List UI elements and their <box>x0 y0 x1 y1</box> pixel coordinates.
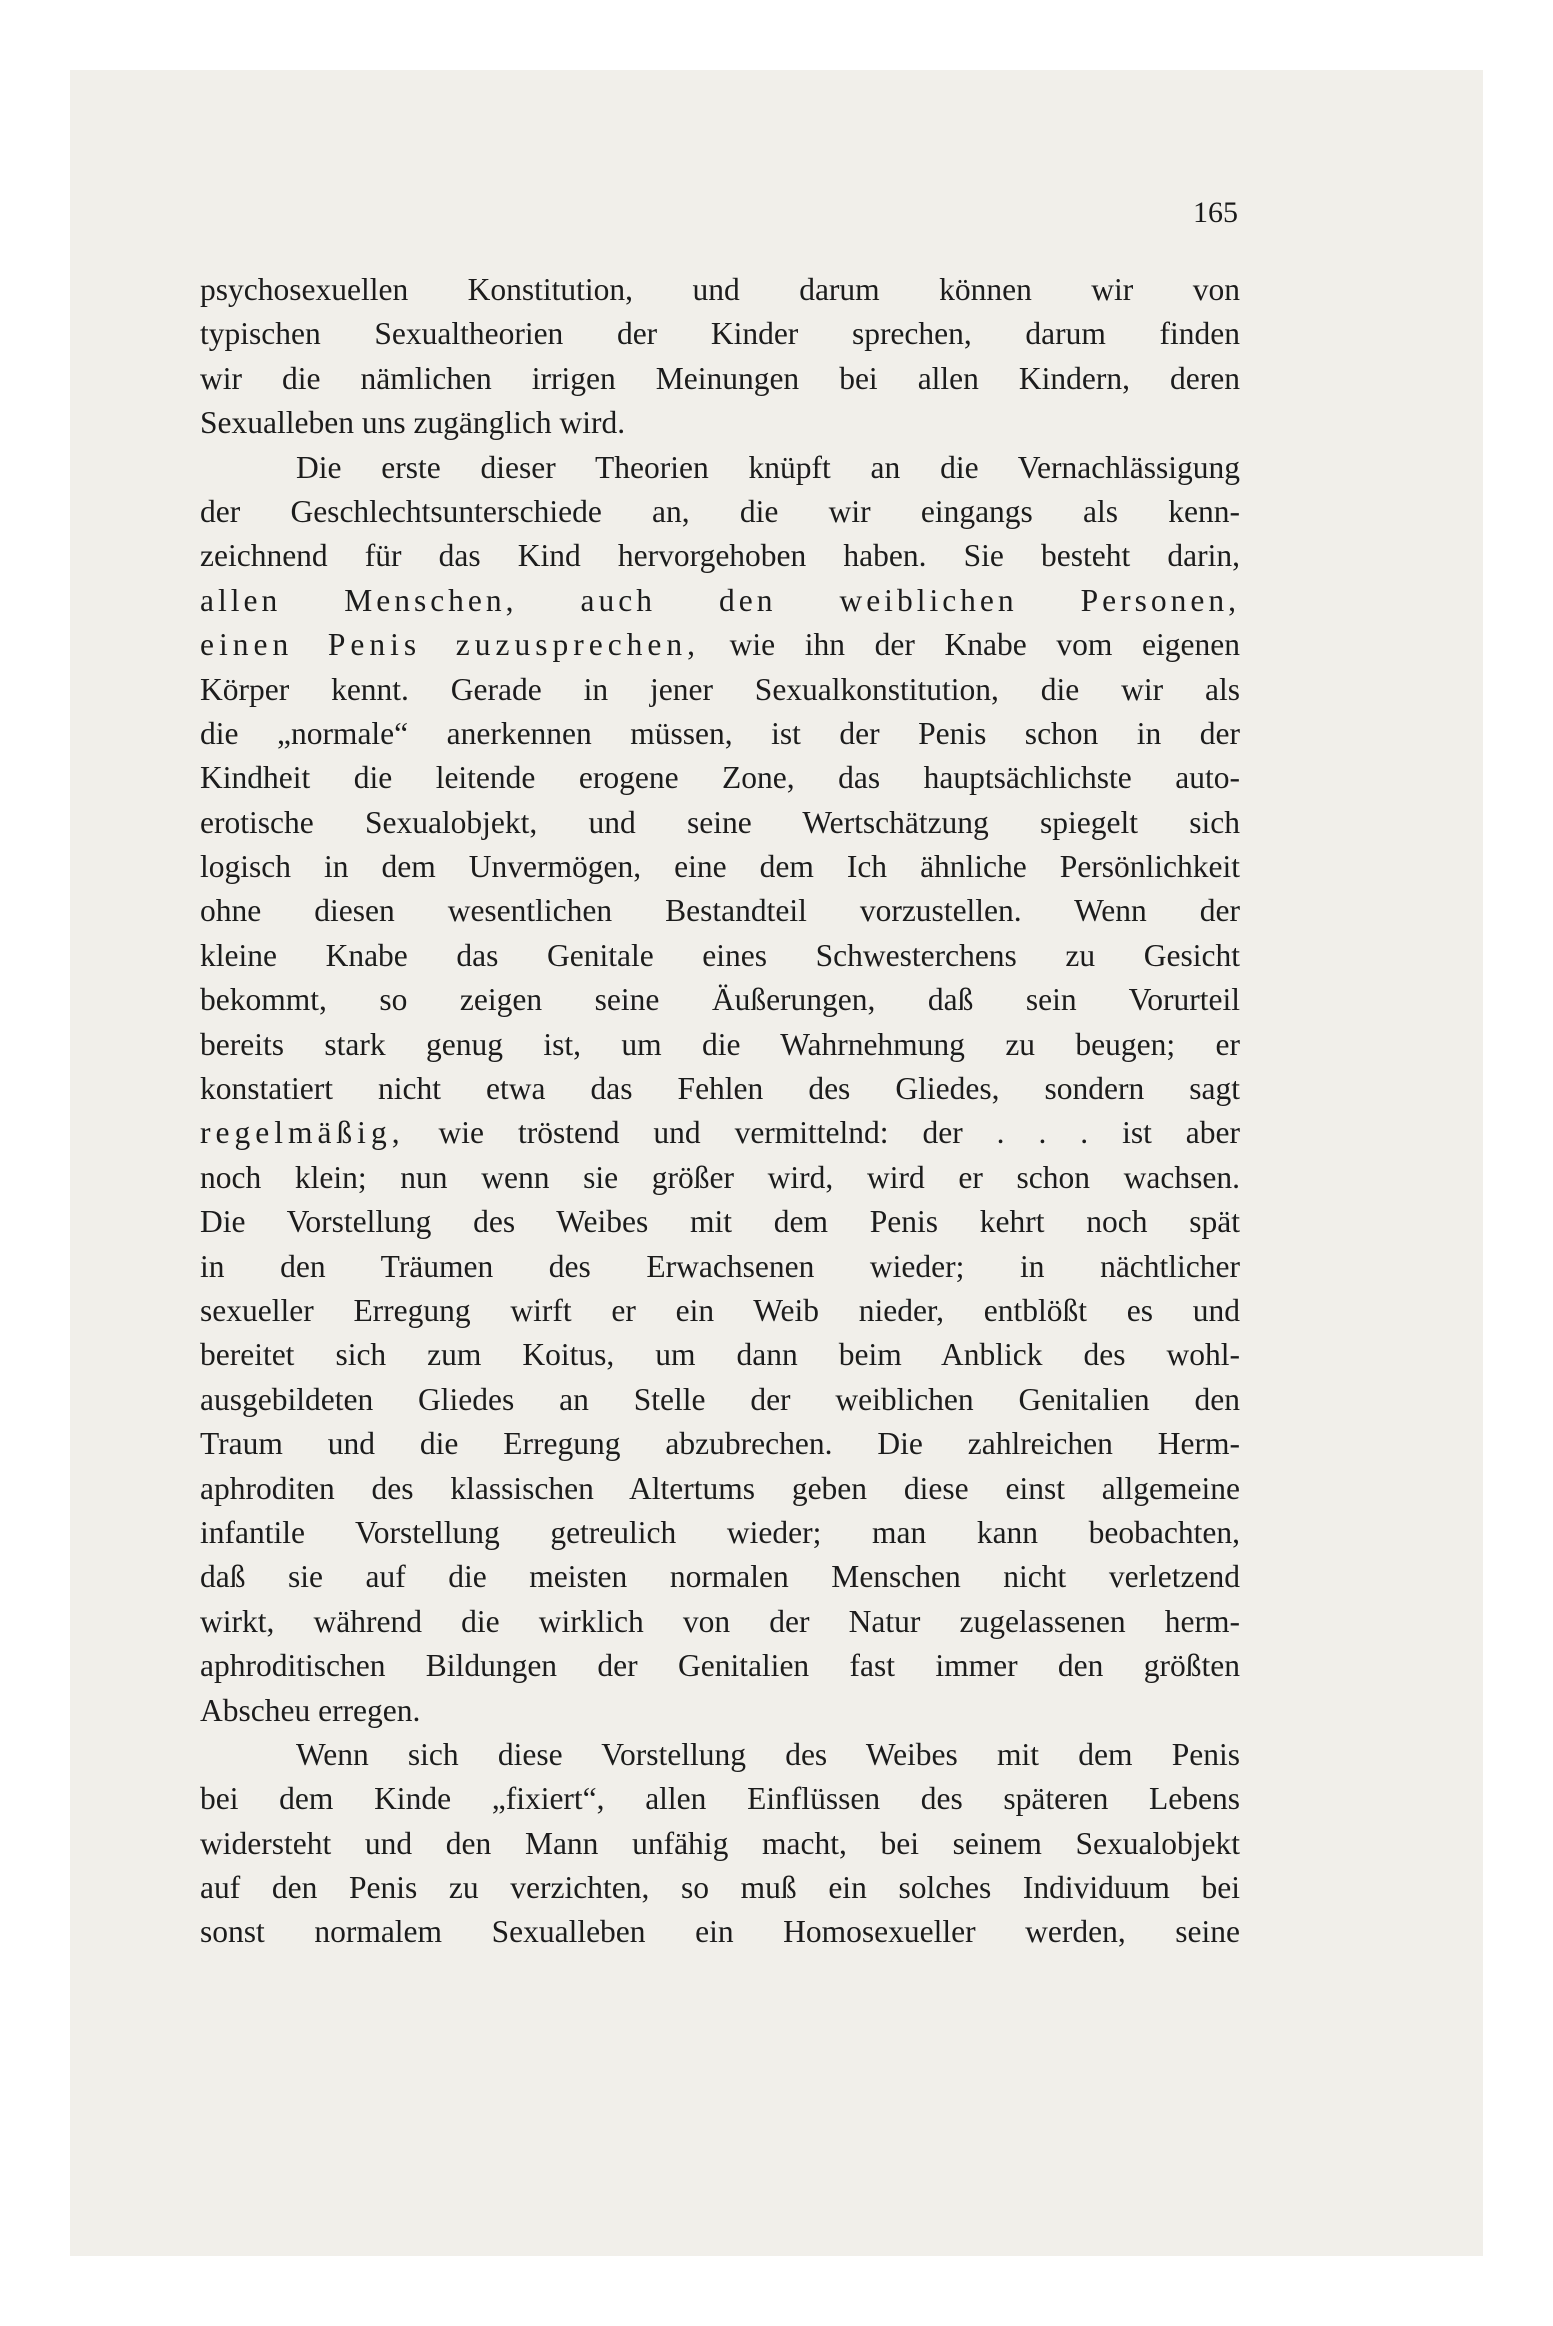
text-line: auf den Penis zu verzichten, so muß ein solches Individuum bei <box>200 1870 1240 1906</box>
body-text <box>200 268 1240 1955</box>
text-line: ausgebildeten Gliedes an Stelle der weiblichen Genitalien den <box>200 1381 1240 1417</box>
text-line: wir die nämlichen irrigen Meinungen bei allen Kindern, deren <box>200 360 1240 396</box>
text-line: sonst normalem Sexualleben ein Homosexueller werden, seine <box>200 1914 1240 1950</box>
text-line: psychosexuellen Konstitution, und darum können wir von <box>200 272 1240 307</box>
text-line: aphroditischen Bildungen der Genitalien fast immer den größten <box>200 1648 1240 1684</box>
text-line: typischen Sexualtheorien der Kinder sprechen, darum finden <box>200 316 1240 352</box>
text-line: zeichnend für das Kind hervorgehoben haben. Sie besteht darin, <box>200 538 1240 574</box>
text-line <box>200 623 1240 667</box>
emphasized-line: allen Menschen, auch den weiblichen Personen, <box>200 582 1240 618</box>
text-line: die „normale“ anerkennen müssen, ist der Penis schon in der <box>200 715 1240 751</box>
text-line: ohne diesen wesentlichen Bestandteil vorzustellen. Wenn der <box>200 893 1240 929</box>
text-line: sexueller Erregung wirft er ein Weib nieder, entblößt es und <box>200 1292 1240 1328</box>
text-line: konstatiert nicht etwa das Fehlen des Gliedes, sondern sagt <box>200 1071 1240 1107</box>
text-line: noch klein; nun wenn sie größer wird, wird er schon wachsen. <box>200 1159 1240 1195</box>
text-line: Traum und die Erregung abzubrechen. Die zahlreichen Herm- <box>200 1426 1240 1462</box>
text-line: bekommt, so zeigen seine Äußerungen, daß sein Vorurteil <box>200 982 1240 1018</box>
text-line: kleine Knabe das Genitale eines Schwesterchens zu Gesicht <box>200 937 1240 973</box>
text-fragment: wie tröstend und vermittelnd: der . . . ist aber <box>438 1115 1240 1151</box>
text-line: Kindheit die leitende erogene Zone, das hauptsächlichste auto- <box>200 760 1240 796</box>
text-line: aphroditen des klassischen Altertums geben diese einst allgemeine <box>200 1470 1240 1506</box>
text-line: infantile Vorstellung getreulich wieder; man kann beobachten, <box>200 1514 1240 1550</box>
text-line: widersteht und den Mann unfähig macht, bei seinem Sexualobjekt <box>200 1825 1240 1861</box>
text-line: der Geschlechtsunterschiede an, die wir eingangs als kenn- <box>200 493 1240 529</box>
text-line: Abscheu erregen. <box>200 1692 421 1728</box>
text-line: daß sie auf die meisten normalen Menschen nicht verletzend <box>200 1559 1240 1595</box>
page-number: 165 <box>1193 196 1238 229</box>
text-line: bereits stark genug ist, um die Wahrnehmung zu beugen; er <box>200 1026 1240 1062</box>
text-fragment: wie ihn der Knabe vom eigenen <box>729 627 1240 663</box>
emphasized-phrase: einen Penis zuzusprechen, <box>200 627 701 663</box>
text-line: wirkt, während die wirklich von der Natur zugelassenen herm- <box>200 1603 1240 1639</box>
text-line: logisch in dem Unvermögen, eine dem Ich ähnliche Persönlichkeit <box>200 849 1240 885</box>
text-line: bei dem Kinde „fixiert“, allen Einflüssen des späteren Lebens <box>200 1781 1240 1817</box>
text-line: in den Träumen des Erwachsenen wieder; in nächtlicher <box>200 1248 1240 1284</box>
paragraph-start-line: Die erste dieser Theorien knüpft an die Vernachlässigung <box>296 449 1240 485</box>
paragraph-start-line: Wenn sich diese Vorstellung des Weibes mit dem Penis <box>296 1736 1240 1772</box>
text-line: Die Vorstellung des Weibes mit dem Penis kehrt noch spät <box>200 1204 1240 1240</box>
text-line: erotische Sexualobjekt, und seine Wertschätzung spiegelt sich <box>200 804 1240 840</box>
text-line: Körper kennt. Gerade in jener Sexualkonstitution, die wir als <box>200 671 1240 707</box>
text-line: Sexualleben uns zugänglich wird. <box>200 405 626 441</box>
text-line <box>200 1111 1240 1155</box>
text-line: bereitet sich zum Koitus, um dann beim Anblick des wohl- <box>200 1337 1240 1373</box>
emphasized-phrase: regelmäßig, <box>200 1115 405 1151</box>
